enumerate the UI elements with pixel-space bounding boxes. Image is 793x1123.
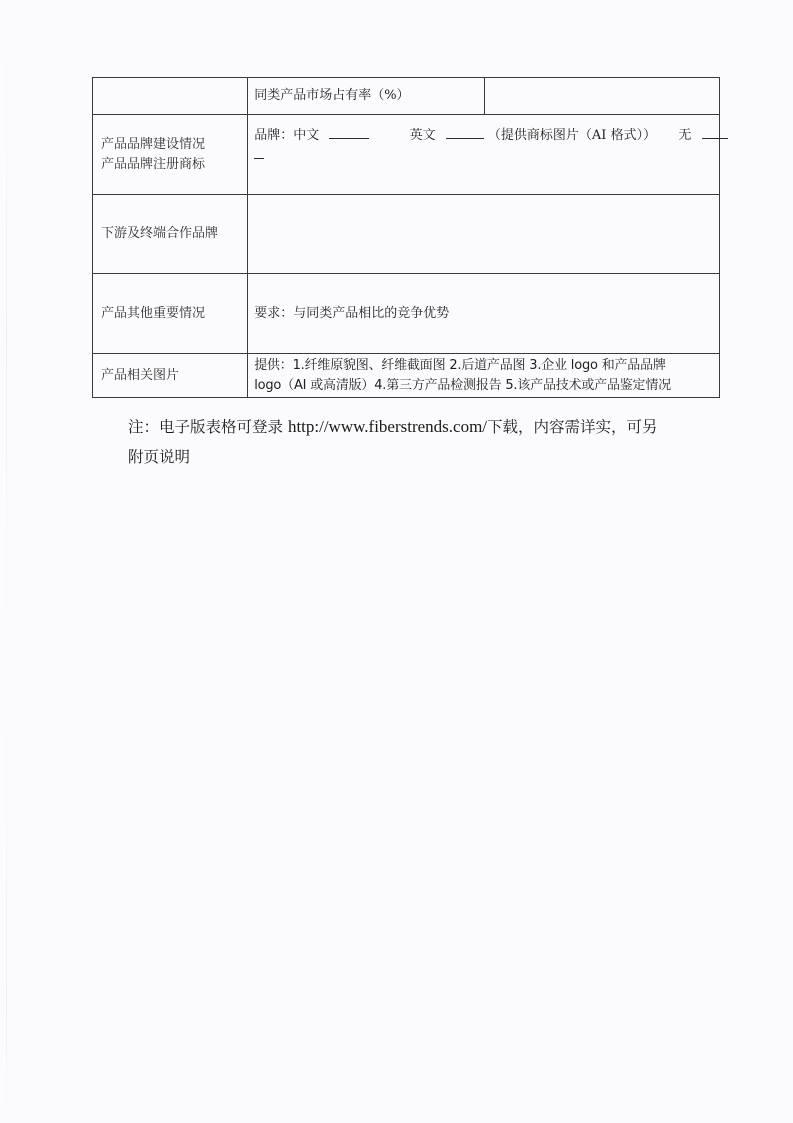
other-info-label: 产品其他重要情况: [93, 274, 248, 354]
product-images-requirement-line1: 提供：1.纤维原貌图、纤维截面图 2.后道产品图 3.企业 logo 和产品品牌: [254, 357, 666, 373]
download-link[interactable]: http://www.fiberstrends.com/: [287, 417, 488, 436]
table-row-other-info: [93, 274, 720, 354]
footnote: [128, 412, 708, 472]
brand-chinese-label: 品牌：中文: [254, 128, 320, 143]
footnote-line2: 附页说明: [128, 448, 191, 466]
footnote-suffix: 下载，内容需详实，可另: [487, 418, 658, 436]
table-row-product-images: [93, 354, 720, 398]
market-share-field-label: 同类产品市场占有率（%）: [248, 78, 484, 115]
brand-none-blank[interactable]: [702, 125, 728, 139]
market-share-value-cell[interactable]: [484, 78, 719, 115]
brand-trademark-label: 产品品牌注册商标: [101, 156, 206, 172]
brand-construction-label: 产品品牌建设情况: [101, 136, 206, 152]
downstream-brands-value-cell[interactable]: [248, 195, 720, 274]
table-row-market-share: [93, 78, 720, 115]
brand-value-cell: [248, 115, 720, 195]
brand-label-cell: [93, 115, 248, 195]
scan-edge-artifact: [6, 0, 7, 1123]
brand-none-label: 无: [678, 128, 692, 143]
footnote-line1: [128, 412, 708, 442]
footnote-prefix: 注：电子版表格可登录: [128, 418, 288, 436]
brand-english-label: 英文: [409, 128, 436, 143]
product-images-label: 产品相关图片: [93, 354, 248, 398]
product-images-value-cell[interactable]: [248, 354, 720, 398]
brand-chinese-blank[interactable]: [329, 125, 369, 139]
product-images-requirement-line2: logo（AI 或高清版）4.第三方产品检测报告 5.该产品技术或产品鉴定情况: [254, 377, 671, 393]
market-share-label-cell: [93, 78, 248, 115]
logo-format-hint: （提供商标图片（AI 格式））: [487, 128, 657, 143]
downstream-brands-label: 下游及终端合作品牌: [93, 195, 248, 274]
product-info-table: [92, 77, 720, 398]
table-row-downstream-brands: [93, 195, 720, 274]
brand-line: [254, 125, 713, 146]
brand-none-blank-continued[interactable]: [254, 148, 264, 159]
table-row-brand: [93, 115, 720, 195]
brand-english-blank[interactable]: [446, 125, 484, 139]
other-info-value-cell[interactable]: 要求：与同类产品相比的竞争优势: [248, 274, 720, 354]
brand-none-blank-wrap: [254, 146, 713, 166]
